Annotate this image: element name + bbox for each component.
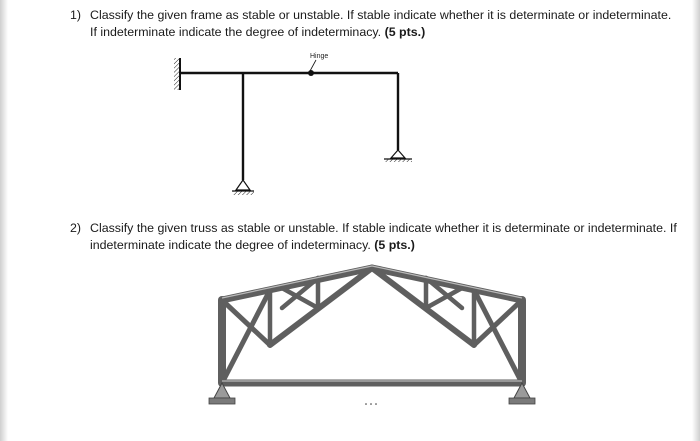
- stray-mark: [365, 403, 377, 405]
- question-2-points: (5 pts.): [374, 238, 415, 252]
- hinge-label: Hinge: [310, 53, 329, 60]
- question-2-text: Classify the given truss as stable or unstable. If stable indicate whether it is determinate or indeterminate. If indeterminate indicate the degree of indeterminacy.: [90, 221, 677, 252]
- question-1-text: Classify the given frame as stable or unstable. If stable indicate whether it is determinate or indeterminate. If indeterminate indicate the degree of indeterminacy.: [90, 8, 672, 39]
- question-2-number: 2): [70, 221, 82, 235]
- question-1-number: 1): [70, 8, 82, 22]
- question-1-points: (5 pts.): [384, 25, 426, 39]
